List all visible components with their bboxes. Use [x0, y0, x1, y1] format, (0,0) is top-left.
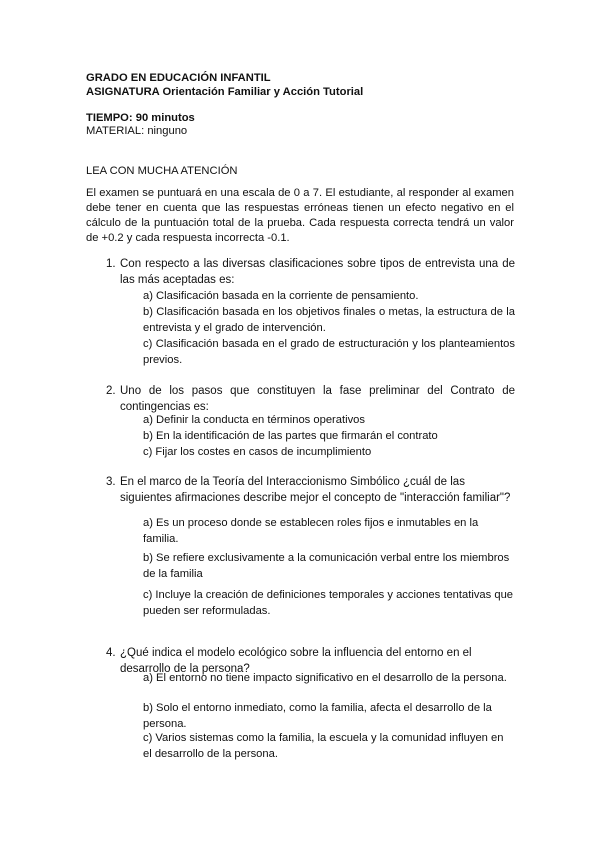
exam-time: TIEMPO: 90 minutos	[86, 112, 195, 124]
question-4-option-a: a) El entorno no tiene impacto significativo en el desarrollo de la persona.	[143, 672, 507, 684]
question-3-option-b: b) Se refiere exclusivamente a la comunicación verbal entre los miembros de la familia	[143, 552, 510, 580]
subject-name: Orientación Familiar y Acción Tutorial	[162, 86, 364, 98]
question-2-option-a: a) Definir la conducta en términos operativos	[143, 414, 365, 426]
subject-line	[86, 85, 363, 99]
question-3-option-c: c) Incluye la creación de definiciones temporales y acciones tentativas que pueden ser reformuladas.	[143, 589, 514, 617]
instructions-body: El examen se puntuará en una escala de 0 a 7. El estudiante, al responder al examen debe tener en cuenta que las respuestas erróneas tienen un efecto negativo en el cálculo de la puntuación total de la prueba. Cada respuesta correcta tendrá un valor de +0.2 y cada respuesta incorrecta -0.1.	[86, 187, 514, 244]
question-3-option-a: a) Es un proceso donde se establecen roles fijos e inmutables en la familia.	[143, 517, 479, 545]
instructions-heading: LEA CON MUCHA ATENCIÓN	[86, 165, 238, 177]
question-text: ¿Qué indica el modelo ecológico sobre la influencia del entorno en el desarrollo de la persona?	[120, 647, 472, 675]
question-text: En el marco de la Teoría del Interaccionismo Simbólico ¿cuál de las siguientes afirmaciones describe mejor el concepto de "interacción familiar"?	[120, 476, 511, 504]
question-number: 2.	[106, 385, 116, 397]
question-4-option-b: b) Solo el entorno inmediato, como la familia, afecta el desarrollo de la persona.	[143, 702, 492, 730]
question-1-option-c: c) Clasificación basada en el grado de estructuración y los planteamientos previos.	[143, 338, 515, 366]
question-2-option-b: b) En la identificación de las partes que firmarán el contrato	[143, 430, 438, 442]
exam-material: MATERIAL: ninguno	[86, 125, 188, 137]
question-4-option-c: c) Varios sistemas como la familia, la escuela y la comunidad influyen en el desarrollo de la persona.	[143, 732, 504, 760]
question-2-option-c: c) Fijar los costes en casos de incumplimiento	[143, 446, 372, 458]
question-1-option-a: a) Clasificación basada en la corriente de pensamiento.	[143, 290, 419, 302]
question-text: Con respecto a las diversas clasificaciones sobre tipos de entrevista una de las más aceptadas es:	[120, 258, 515, 286]
question-number: 4.	[106, 647, 116, 659]
question-text: Uno de los pasos que constituyen la fase preliminar del Contrato de contingencias es:	[120, 385, 515, 413]
question-1-option-b: b) Clasificación basada en los objetivos finales o metas, la estructura de la entrevista y el grado de intervención.	[143, 306, 515, 334]
degree-title: GRADO EN EDUCACIÓN INFANTIL	[86, 72, 271, 84]
question-number: 3.	[106, 476, 116, 488]
subject-label: ASIGNATURA	[86, 86, 163, 98]
question-number: 1.	[106, 258, 116, 270]
